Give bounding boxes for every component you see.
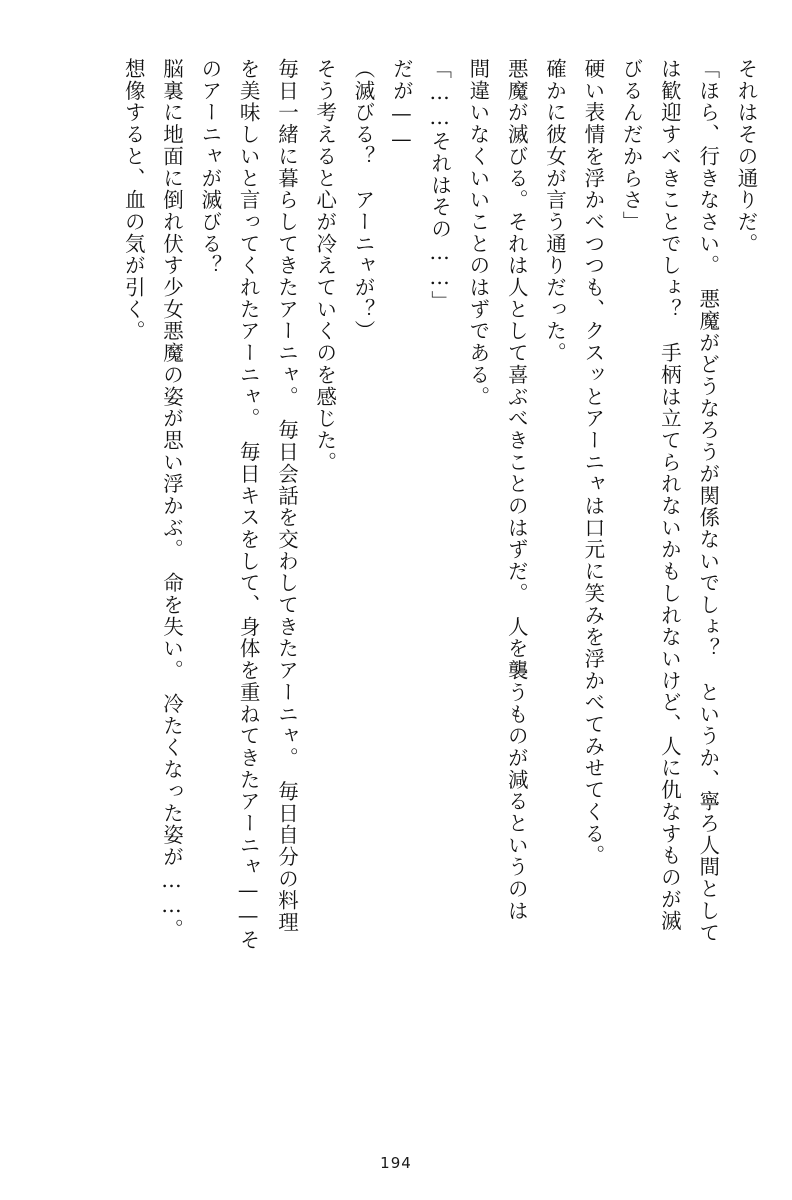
page-number: 194 bbox=[380, 1154, 412, 1172]
text-line: 間違いなくいいことのはずである。 bbox=[465, 58, 490, 408]
text-line: （滅びる？ アーニャが？） bbox=[351, 58, 376, 343]
text-line: 脳裏に地面に倒れ伏す少女悪魔の姿が思い浮かぶ。 命を失い。 冷たくなった姿が……。 bbox=[159, 58, 184, 941]
text-line: 想像すると、血の気が引く。 bbox=[121, 58, 146, 343]
vertical-text-block bbox=[36, 58, 756, 1118]
text-line: それはその通りだ。 bbox=[734, 58, 758, 255]
text-line: 硬い表情を浮かべつつも、クスッとアーニャは口元に笑みを浮かべてみせてくる。 bbox=[580, 58, 605, 867]
text-line: 確かに彼女が言う通りだった。 bbox=[542, 58, 567, 364]
text-line: 「ほら、行きなさい。 悪魔がどうなろうが関係ないでしょ？ というか、寧ろ人間として bbox=[695, 58, 720, 944]
text-line: を美味しいと言ってくれたアーニャ。 毎日キスをして、身体を重ねてきたアーニャ——そ bbox=[236, 58, 261, 951]
text-line: 悪魔が滅びる。それは人として喜ぶべきことのはずだ。 人を襲うものが減るというのは bbox=[504, 58, 529, 922]
text-line: のアーニャが滅びる？ bbox=[197, 58, 222, 277]
text-line: そう考えると心が冷えていくのを感じた。 bbox=[312, 58, 337, 474]
text-line: 「……それはその……」 bbox=[427, 58, 452, 313]
text-line: 毎日一緒に暮らしてきたアーニャ。 毎日会話を交わしてきたアーニャ。 毎日自分の料理 bbox=[274, 58, 299, 934]
text-line: は歓迎すべきことでしょ？ 手柄は立てられないかもしれないけど、人に仇なすものが滅 bbox=[657, 58, 682, 932]
text-line: びるんだからさ」 bbox=[619, 58, 644, 233]
text-line: だが—— bbox=[389, 58, 414, 153]
